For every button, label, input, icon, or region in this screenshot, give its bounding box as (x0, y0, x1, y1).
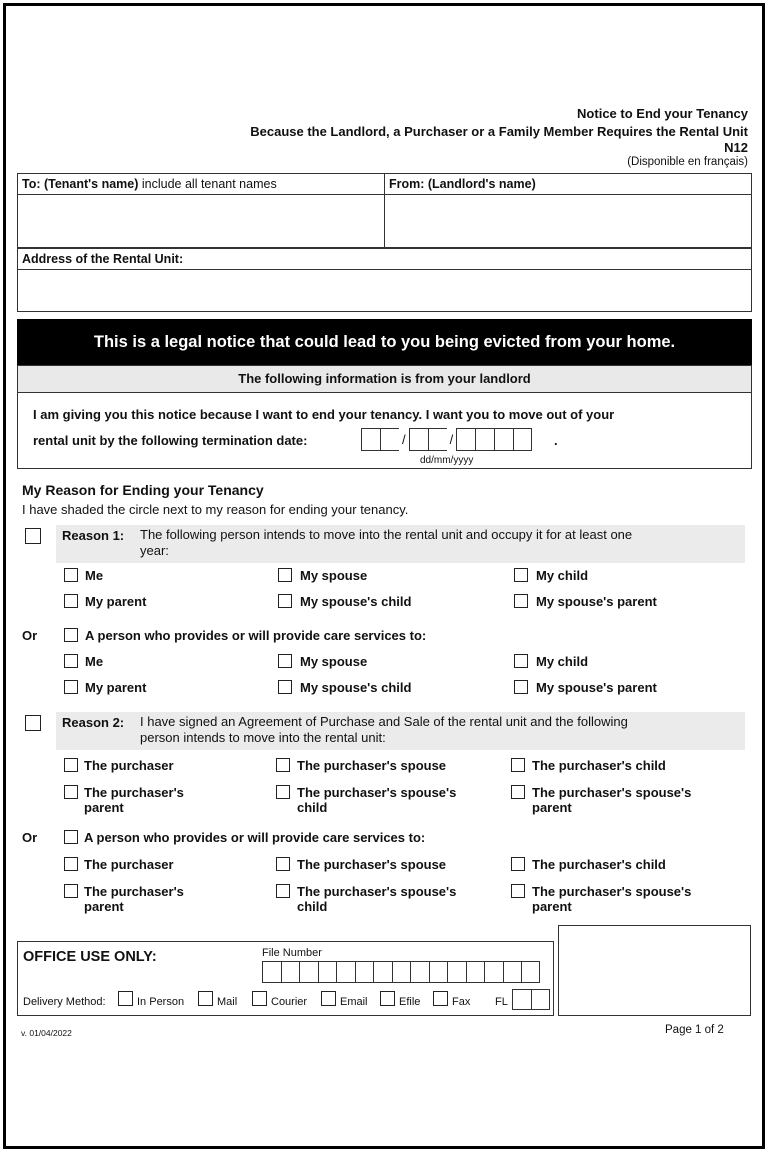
fl-input[interactable] (512, 989, 550, 1010)
care-services-2-label: A person who provides or will provide care services to: (84, 830, 426, 845)
option-my-parent: My parent (85, 594, 147, 609)
delivery-email-checkbox[interactable] (321, 991, 336, 1006)
option-my-spouses-parent-checkbox[interactable] (514, 594, 528, 608)
form-title: Notice to End your Tenancy (577, 106, 748, 121)
care-my-spouse-checkbox[interactable] (278, 654, 292, 668)
option-purchasers-parent-checkbox[interactable] (64, 785, 78, 799)
stamp-box (558, 925, 751, 1016)
delivery-in-person-checkbox[interactable] (118, 991, 133, 1006)
form-subtitle: Because the Landlord, a Purchaser or a Family Member Requires the Rental Unit (250, 124, 748, 139)
delivery-mail: Mail (217, 996, 238, 1008)
file-number-label: File Number (262, 947, 322, 959)
delivery-efile: Efile (399, 996, 421, 1008)
reason-1-label: Reason 1: (62, 528, 125, 543)
reasons-intro: I have shaded the circle next to my reason for ending your tenancy. (22, 502, 409, 517)
care-services-checkbox[interactable] (64, 628, 78, 642)
reasons-heading: My Reason for Ending your Tenancy (22, 482, 264, 498)
care-purchasers-spouses-parent-checkbox[interactable] (511, 884, 525, 898)
reason-1-text: year: (140, 543, 169, 558)
reason-2-text: I have signed an Agreement of Purchase and Sale of the rental unit and the following (140, 714, 628, 729)
care-me: Me (85, 654, 104, 669)
notice-line-2: rental unit by the following termination date: (33, 433, 308, 448)
option-purchaser: The purchaser (84, 758, 174, 773)
care-purchasers-spouses-child-checkbox[interactable] (276, 884, 290, 898)
option-purchasers-parent: The purchaser's parent (84, 785, 184, 815)
option-purchasers-spouses-child-checkbox[interactable] (276, 785, 290, 799)
notice-line-1: I am giving you this notice because I want to end your tenancy. I want you to move out of your (33, 407, 615, 422)
french-note: (Disponible en français) (627, 156, 748, 168)
date-period: . (554, 433, 558, 448)
delivery-mail-checkbox[interactable] (198, 991, 213, 1006)
office-use-title: OFFICE USE ONLY: (23, 949, 157, 965)
care-my-spouses-child: My spouse's child (300, 680, 412, 695)
care-purchasers-parent: The purchaser's parent (84, 884, 184, 914)
address-label: Address of the Rental Unit: (22, 252, 184, 266)
care-purchasers-child: The purchaser's child (532, 857, 666, 872)
form-code: N12 (724, 140, 748, 155)
care-my-child-checkbox[interactable] (514, 654, 528, 668)
or-label: Or (22, 830, 38, 845)
care-my-spouses-parent-checkbox[interactable] (514, 680, 528, 694)
or-label: Or (22, 628, 38, 643)
termination-date-input[interactable] (361, 428, 532, 451)
care-services-2-checkbox[interactable] (64, 830, 78, 844)
address-field[interactable] (20, 272, 749, 310)
delivery-in-person: In Person (137, 996, 185, 1008)
file-number-input[interactable] (262, 961, 540, 983)
care-me-checkbox[interactable] (64, 654, 78, 668)
care-my-parent: My parent (85, 680, 147, 695)
delivery-efile-checkbox[interactable] (380, 991, 395, 1006)
care-purchasers-spouses-parent: The purchaser's spouse's parent (532, 884, 692, 914)
form-page (3, 3, 765, 1149)
care-my-spouse: My spouse (300, 654, 368, 669)
option-my-spouses-child-checkbox[interactable] (278, 594, 292, 608)
reason-1-text: The following person intends to move into the rental unit and occupy it for at least one (140, 527, 633, 542)
care-purchasers-spouse-checkbox[interactable] (276, 857, 290, 871)
option-my-spouse: My spouse (300, 568, 368, 583)
reason-2-text: person intends to move into the rental unit: (140, 730, 386, 745)
care-purchasers-parent-checkbox[interactable] (64, 884, 78, 898)
delivery-courier: Courier (271, 996, 308, 1008)
option-my-child: My child (536, 568, 589, 583)
option-me-checkbox[interactable] (64, 568, 78, 582)
date-format-hint: dd/mm/yyyy (420, 455, 474, 466)
option-my-child-checkbox[interactable] (514, 568, 528, 582)
delivery-method-label: Delivery Method: (23, 996, 106, 1008)
date-separator: / (449, 432, 454, 447)
option-my-spouse-checkbox[interactable] (278, 568, 292, 582)
option-purchasers-spouses-parent-checkbox[interactable] (511, 785, 525, 799)
care-purchasers-child-checkbox[interactable] (511, 857, 525, 871)
option-my-parent-checkbox[interactable] (64, 594, 78, 608)
reason-2-checkbox[interactable] (25, 715, 41, 731)
option-purchasers-spouse-checkbox[interactable] (276, 758, 290, 772)
page-number: Page 1 of 2 (665, 1024, 724, 1036)
delivery-fax: Fax (452, 996, 471, 1008)
care-my-child: My child (536, 654, 589, 669)
tenant-name-label: To: (Tenant's name) include all tenant names (22, 177, 277, 191)
option-my-spouses-parent: My spouse's parent (536, 594, 657, 609)
delivery-courier-checkbox[interactable] (252, 991, 267, 1006)
care-purchaser-checkbox[interactable] (64, 857, 78, 871)
care-my-spouses-child-checkbox[interactable] (278, 680, 292, 694)
care-purchasers-spouse: The purchaser's spouse (297, 857, 447, 872)
care-services-label: A person who provides or will provide care services to: (85, 628, 427, 643)
reason-2-label: Reason 2: (62, 715, 125, 730)
landlord-name-field[interactable] (387, 197, 749, 247)
care-purchasers-spouses-child: The purchaser's spouse's child (297, 884, 457, 914)
version-label: v. 01/04/2022 (21, 1028, 72, 1038)
option-me: Me (85, 568, 104, 583)
delivery-fax-checkbox[interactable] (433, 991, 448, 1006)
option-purchaser-checkbox[interactable] (64, 758, 78, 772)
delivery-email: Email (340, 996, 368, 1008)
landlord-name-label: From: (Landlord's name) (389, 177, 536, 191)
option-purchasers-spouse: The purchaser's spouse (297, 758, 447, 773)
care-my-spouses-parent: My spouse's parent (536, 680, 657, 695)
option-purchasers-child: The purchaser's child (532, 758, 666, 773)
landlord-info-header: The following information is from your landlord (18, 366, 751, 393)
option-my-spouses-child: My spouse's child (300, 594, 412, 609)
reason-1-checkbox[interactable] (25, 528, 41, 544)
tenant-name-field[interactable] (20, 197, 382, 247)
care-my-parent-checkbox[interactable] (64, 680, 78, 694)
option-purchasers-spouses-parent: The purchaser's spouse's parent (532, 785, 692, 815)
option-purchasers-child-checkbox[interactable] (511, 758, 525, 772)
fl-label: FL (495, 996, 508, 1008)
option-purchasers-spouses-child: The purchaser's spouse's child (297, 785, 457, 815)
date-separator: / (402, 432, 406, 447)
legal-banner: This is a legal notice that could lead to you being evicted from your home. (17, 319, 752, 365)
care-purchaser: The purchaser (84, 857, 174, 872)
